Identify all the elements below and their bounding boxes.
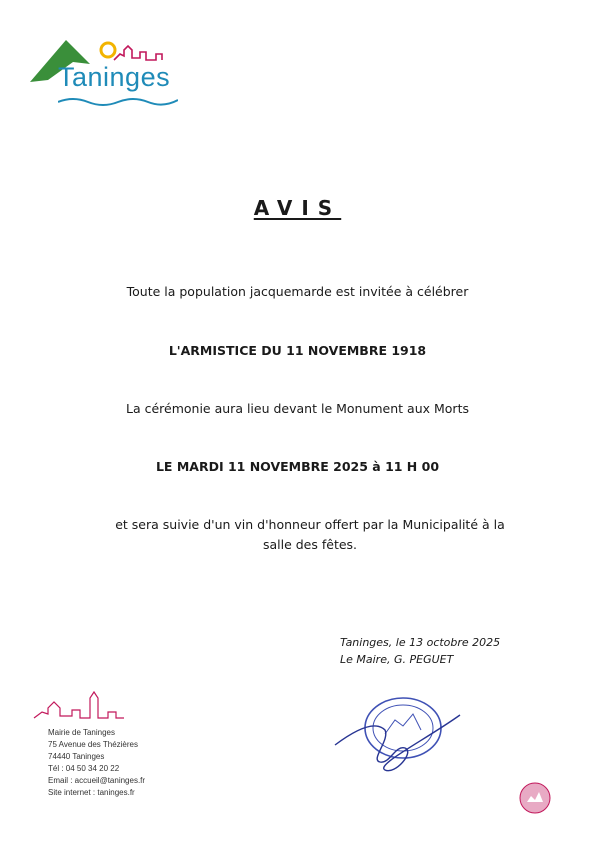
address-line: 74440 Taninges — [48, 752, 105, 761]
logo-wave-icon — [58, 96, 178, 108]
event-datetime: LE MARDI 11 NOVEMBRE 2025 à 11 H 00 — [155, 459, 440, 474]
village-skyline-icon — [114, 46, 162, 60]
phone-line: Tél : 04 50 34 20 22 — [48, 764, 120, 773]
address-line: 75 Avenue des Thézières — [48, 740, 138, 749]
official-stamp — [325, 690, 470, 790]
footer-skyline-logo — [32, 690, 127, 722]
ceremony-location: La cérémonie aura lieu devant le Monument aux Morts — [126, 401, 469, 416]
reception-info: et sera suivie d'un vin d'honneur offert par la Municipalité à la salle des fêtes. — [115, 517, 505, 552]
event-name: L'ARMISTICE DU 11 NOVEMBRE 1918 — [168, 343, 427, 358]
logo-wordmark: Taninges — [58, 62, 171, 92]
invitation-line: Toute la population jacquemarde est invitée à célébrer — [126, 284, 469, 299]
place-date: Taninges, le 13 octobre 2025 — [340, 636, 501, 649]
address-line: Mairie de Taninges — [48, 728, 116, 737]
pink-seal-icon — [519, 782, 551, 814]
notice-title: AVIS — [253, 196, 342, 220]
email-line: Email : accueil@taninges.fr — [48, 776, 146, 785]
website-line: Site internet : taninges.fr — [48, 788, 135, 797]
mayor-signature-line: Le Maire, G. PEGUET — [340, 653, 454, 666]
sun-icon — [101, 43, 115, 57]
